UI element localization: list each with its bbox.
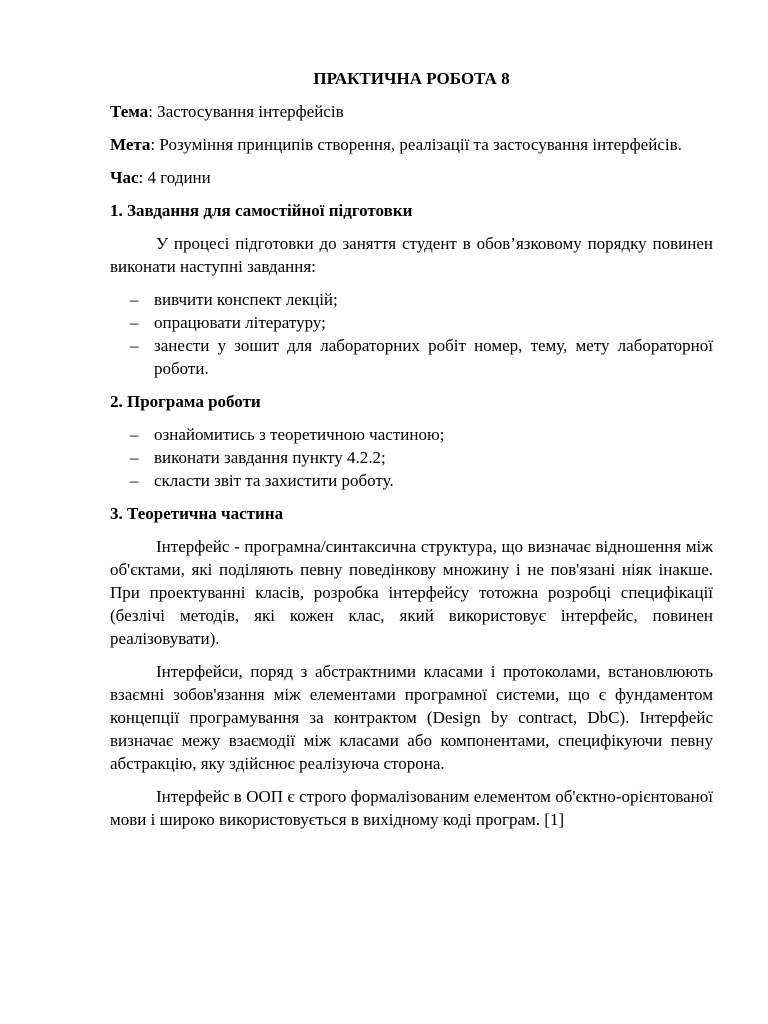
list-item — [110, 469, 713, 492]
section-heading: 3. Теоретична частина — [110, 504, 284, 523]
list-item-text: опрацювати літературу; — [154, 313, 326, 332]
goal-label: Мета — [110, 135, 151, 154]
topic-label: Тема — [110, 102, 149, 121]
dash-marker: – — [130, 290, 139, 309]
topic-text: : Застосування інтерфейсів — [148, 102, 344, 121]
list-item — [110, 334, 713, 380]
goal-text: : Розуміння принципів створення, реалізації та застосування інтерфейсів. — [150, 135, 682, 154]
theory-paragraph: Інтерфейс - програмна/синтаксична структура, що визначає відношення між об'єктами, які поділяють певну поведінкову множину і не пов'язані ніяк інакше. При проектуванні класів, розробка інтерфейсу тотожна розробці специфікації (безлічі методів, які кожен клас, який використовує інтерфейс, повинен реалізовувати). — [110, 537, 713, 648]
goal-line — [110, 133, 713, 156]
list-item-text: виконати завдання пункту 4.2.2; — [154, 448, 386, 467]
list-item — [110, 288, 713, 311]
section-heading: 2. Програма роботи — [110, 392, 261, 411]
dash-marker: – — [130, 336, 139, 355]
list-item — [110, 311, 713, 334]
dash-marker: – — [130, 448, 139, 467]
work-program-list — [110, 423, 713, 492]
list-item-text: занести у зошит для лабораторних робіт номер, тему, мету лабораторної роботи. — [154, 336, 713, 378]
list-item-text: ознайомитись з теоретичною частиною; — [154, 425, 445, 444]
dash-marker: – — [130, 425, 139, 444]
theory-paragraph: Інтерфейси, поряд з абстрактними класами і протоколами, встановлюють взаємні зобов'язання між елементами програмної системи, що є фундаментом концепції програмування за контрактом (Design by contract, DbC). Інтерфейс визначає межу взаємодії між класами або компонентами, специфікуючи певну абстракцію, яку здійснює реалізуюча сторона. — [110, 662, 713, 773]
section-intro: У процесі підготовки до заняття студент в обов’язковому порядку повинен виконати наступні завдання: — [110, 234, 713, 276]
prep-task-list — [110, 288, 713, 380]
list-item-text: вивчити конспект лекцій; — [154, 290, 338, 309]
time-text: : 4 години — [138, 168, 211, 187]
theory-paragraph: Інтерфейс в ООП є строго формалізованим елементом об'єктно-орієнтованої мови і широко використовується в вихідному коді програм. [1] — [110, 787, 713, 829]
list-item — [110, 446, 713, 469]
page-title: ПРАКТИЧНА РОБОТА 8 — [313, 69, 510, 88]
section-heading: 1. Завдання для самостійної підготовки — [110, 201, 413, 220]
time-label: Час — [110, 168, 139, 187]
list-item-text: скласти звіт та захистити роботу. — [154, 471, 394, 490]
list-item — [110, 423, 713, 446]
time-line — [110, 166, 713, 189]
dash-marker: – — [130, 471, 139, 490]
dash-marker: – — [130, 313, 139, 332]
topic-line — [110, 100, 713, 123]
